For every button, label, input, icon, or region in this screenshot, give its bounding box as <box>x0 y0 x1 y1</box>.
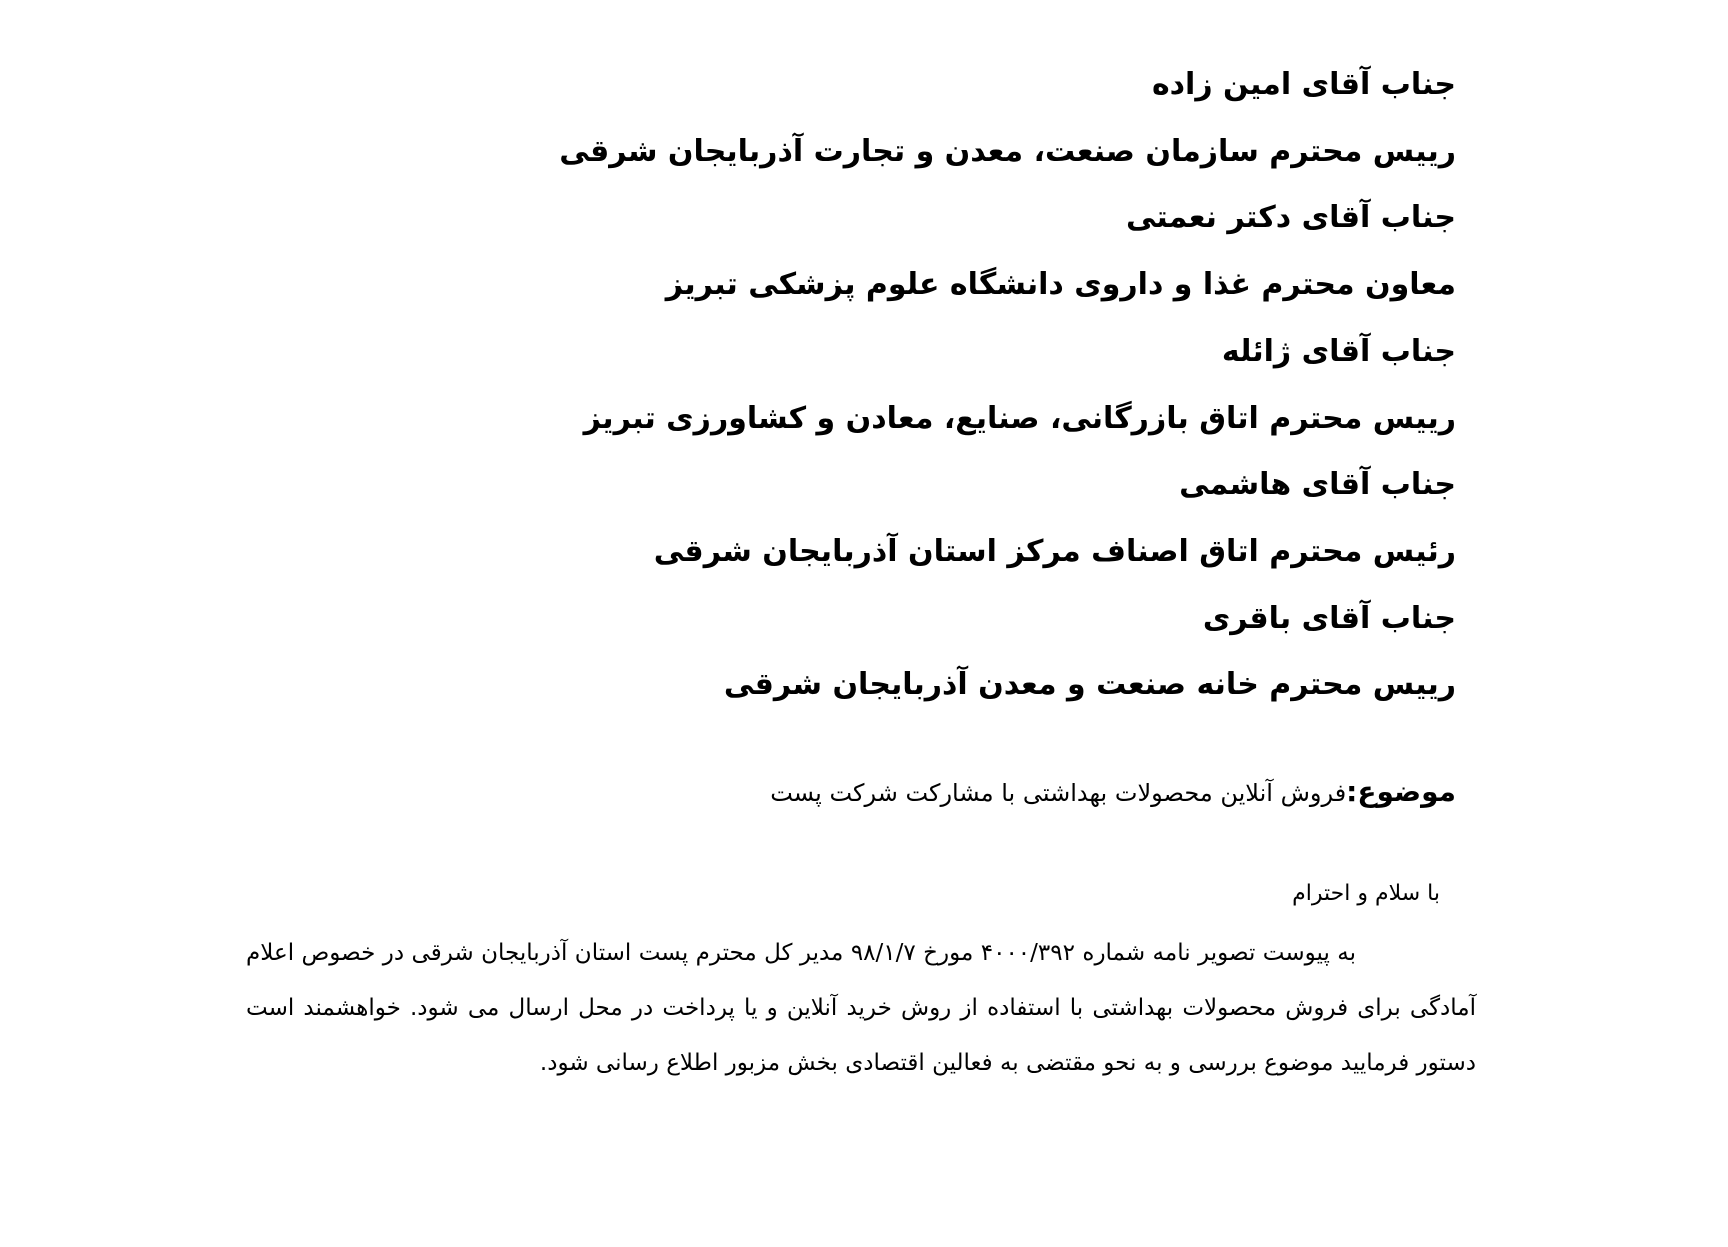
addressee-list <box>556 52 1456 719</box>
addressee-name: جناب آقای امین زاده <box>1151 67 1456 102</box>
addressee-title: معاون محترم غذا و داروی دانشگاه علوم پزشکی تبریز <box>665 267 1456 303</box>
letter-body: به پیوست تصویر نامه شماره ۴۰۰۰/۳۹۲ مورخ ۹۸/۱/۷ مدیر کل محترم پست استان آذربایجان شرقی در خصوص اعلام آمادگی برای فروش محصولات بهداشتی با استفاده از روش خرید آنلاین و یا پرداخت در محل ارسال می شود. خواهشمند است دستور فرمایید موضوع بررسی و به نحو مقتضی به فعالین اقتصادی بخش مزبور اطلاع رسانی شود. <box>246 940 1476 1076</box>
addressee-name: جناب آقای دکتر نعمتی <box>1126 200 1456 236</box>
addressee-name: جناب آقای ژائله <box>1221 333 1456 369</box>
addressee-name: جناب آقای هاشمی <box>1179 467 1456 503</box>
subject-line <box>770 772 1456 816</box>
greeting: با سلام و احترام <box>1292 881 1440 906</box>
addressee-title: رئیس محترم اتاق اصناف مرکز استان آذربایجان شرقی <box>653 533 1456 569</box>
addressee-title: رییس محترم خانه صنعت و معدن آذربایجان شرقی <box>723 667 1456 703</box>
addressee-title: رییس محترم اتاق بازرگانی، صنایع، معادن و کشاورزی تبریز <box>583 400 1456 436</box>
addressee-name: جناب آقای باقری <box>1202 600 1456 636</box>
subject-label: موضوع: <box>1346 775 1456 808</box>
addressee-title: رییس محترم سازمان صنعت، معدن و تجارت آذربایجان شرقی <box>559 133 1456 169</box>
subject-text: فروش آنلاین محصولات بهداشتی با مشارکت شرکت پست <box>770 779 1347 807</box>
